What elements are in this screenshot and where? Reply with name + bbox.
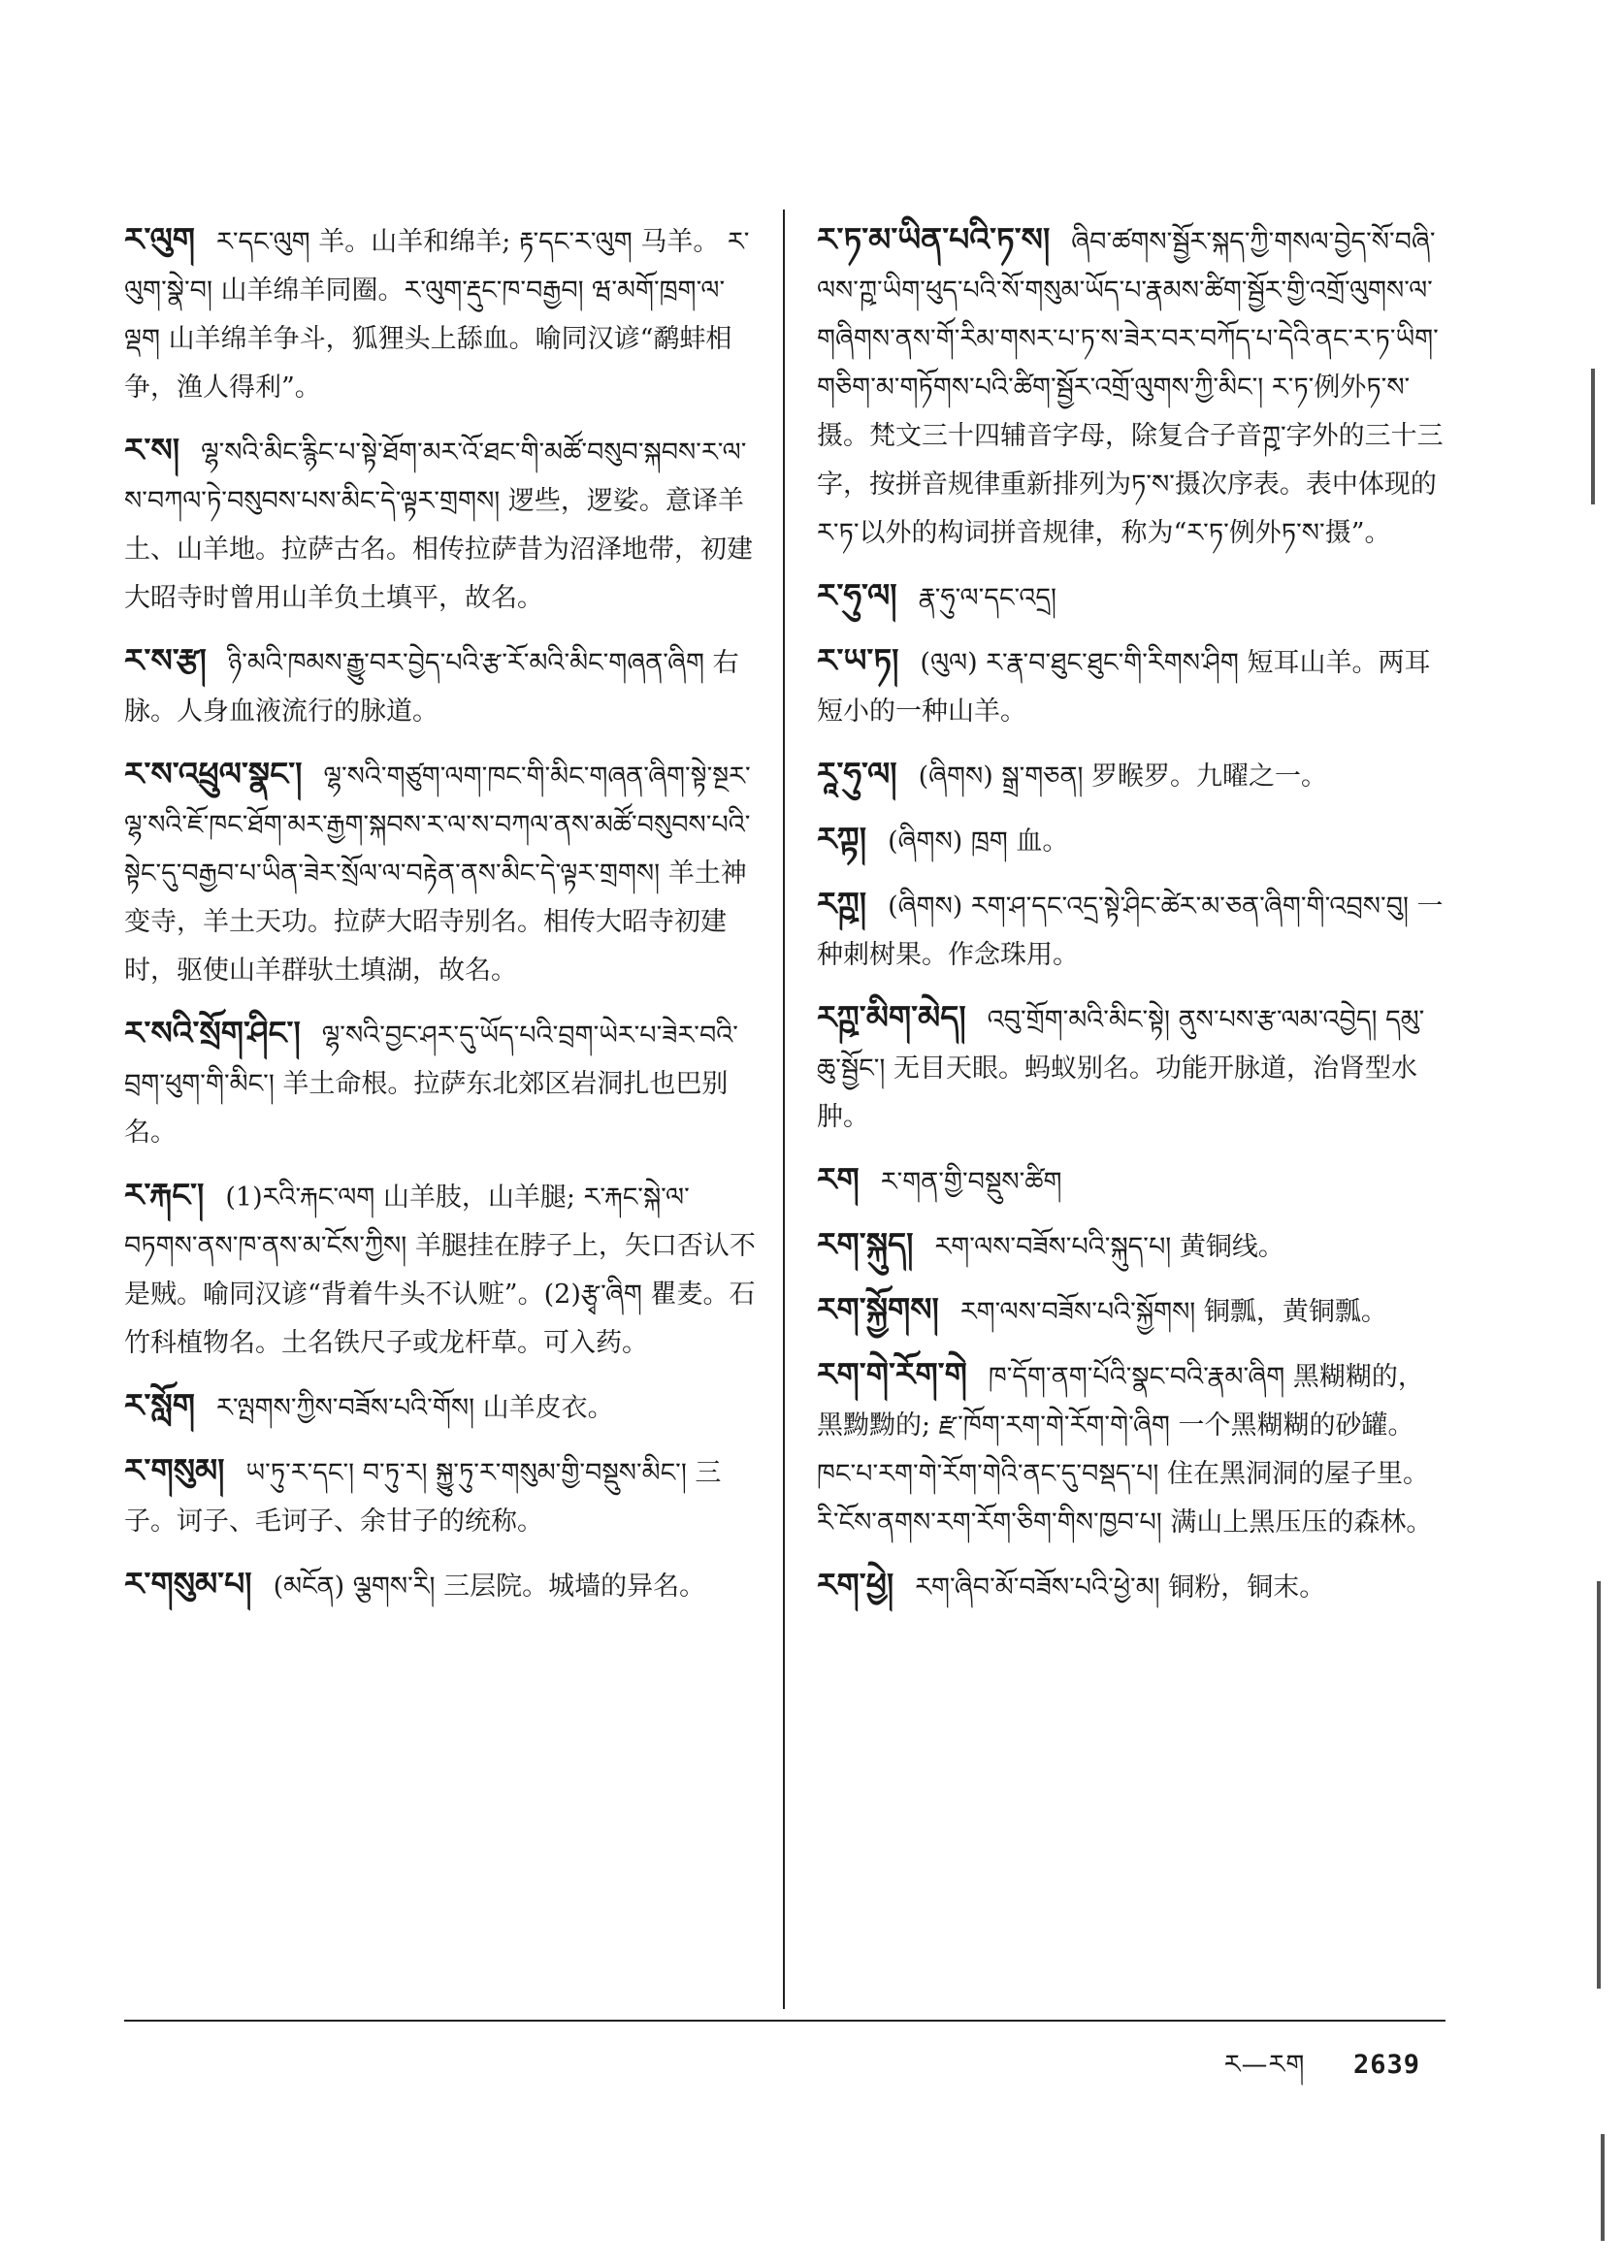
entry-headword: རག [817, 1160, 860, 1198]
entry-headword: རག་ཕྱེ། [817, 1566, 894, 1604]
entry-headword: ར་གསུམ་པ། [124, 1565, 252, 1603]
entry-headword: ར་ཏ་མ་ཡིན་པའི་ཏ་ས། [817, 220, 1051, 258]
scan-mark [1597, 1581, 1601, 1989]
dictionary-entry [817, 1220, 1447, 1272]
entry-definition: ལྷ་སའི་བྱང་ཤར་དུ་ཡོད་པའི་བྲག་ཡེར་པ་ཟེར་བའི་བྲག་ཕུག་གི་མིང་། 羊土命根。拉萨东北郊区岩洞扎也巴别名。 [124, 1021, 738, 1148]
scan-mark [1601, 2134, 1605, 2241]
dictionary-entry [817, 1155, 1447, 1207]
entry-headword: རཱ་ཧུ་ལ། [817, 755, 897, 793]
entry-headword: ར་ས་འཕྲུལ་སྣང་། [124, 755, 303, 793]
dictionary-entry [817, 636, 1447, 736]
entry-definition: རག་ཞིབ་མོ་བཟོས་པའི་ཕྱེ་མ། 铜粉，铜末。 [915, 1572, 1326, 1603]
entry-headword: རཀྵ། [817, 885, 867, 923]
dictionary-entry [817, 815, 1447, 866]
entry-definition: འབུ་གྲོག་མའི་མིང་སྟེ། ནུས་པས་རྩ་ལམ་འབྱེད། དམུ་ཆུ་སྦྱོང་། 无目天眼。蚂蚁别名。功能开脉道，治肾型水肿。 [817, 1005, 1425, 1132]
dictionary-entry [124, 426, 760, 623]
dictionary-entry [124, 1009, 760, 1157]
entry-definition: ཡ་ཏུ་ར་དང་། བ་ཏུ་ར། སྐྱུ་ཏུ་ར་གསུམ་གྱི་བསྡུས་མིང་། 三子。诃子、毛诃子、余甘子的统称。 [124, 1458, 722, 1537]
entry-definition: ར་ལྤགས་ཀྱིས་བཟོས་པའི་གོས། 山羊皮衣。 [216, 1393, 614, 1423]
column-divider [783, 210, 785, 2009]
page-number: 2639 [1352, 2050, 1420, 2080]
entry-headword: ར་ལུག [124, 220, 196, 258]
entry-definition: ར་དང་ལུག 羊。山羊和绵羊; རྟ་དང་ར་ལུག 马羊。 ར་ལུག་སྣེ་བ། 山羊绵羊同圈。ར་ལུག་རྡུང་ཁ་བརྒྱབ། ཝ་མགོ་ཁྲག་ལ་ལྡག 山羊绵羊争斗，狐狸头上舔血。喻同汉谚“鹬蚌相争，渔人得利”。 [124, 227, 750, 403]
scan-mark [1591, 369, 1595, 504]
entry-definition: (ཞིགས) རག་ཤ་དང་འདྲ་སྟེ་ཤིང་ཚེར་མ་ཅན་ཞིག་གི་འབྲས་བུ། 一种刺树果。作念珠用。 [817, 891, 1444, 970]
dictionary-entry [817, 880, 1447, 980]
entry-headword: ར་རྐང་། [124, 1176, 205, 1214]
entry-range: ར—རག [1223, 2050, 1306, 2080]
entry-headword: རག་སྐྱོགས། [817, 1290, 939, 1328]
dictionary-entry [124, 1171, 760, 1368]
entry-definition: ཁ་དོག་ནག་པོའི་སྣང་བའི་རྣམ་ཞིག 黑糊糊的，黑黝黝的; རྫ་ཁོག་རག་གེ་རོག་གེ་ཞིག 一个黑糊糊的砂罐。 ཁང་པ་རག་གེ་རོག་གེའི་ནང་དུ་བསྡད་པ། 住在黑洞洞的屋子里。 རི་ངོས་ནགས་རག་རོག་ཅིག་གིས་ཁྱབ་པ། 满山上黑压压的森林。 [817, 1362, 1433, 1538]
entry-headword: ར་སའི་སྲོག་ཤིང་། [124, 1014, 301, 1052]
dictionary-entry [817, 1350, 1447, 1547]
dictionary-entry [124, 1446, 760, 1546]
dictionary-entry [817, 1561, 1447, 1612]
dictionary-entry [817, 571, 1447, 623]
entry-definition: (1)རའི་རྐང་ལག 山羊肢，山羊腿; ར་རྐང་སྐེ་ལ་བཏགས་ནས་ཁ་ནས་མ་ངོས་ཀྱིས། 羊腿挂在脖子上，矢口否认不是贼。喻同汉谚“背着牛头不认赃”。(2)རྩྭ་ཞིག 瞿麦。石竹科植物名。土名铁尺子或龙杆草。可入药。 [124, 1183, 756, 1358]
dictionary-entry [124, 636, 760, 736]
dictionary-entry [124, 215, 760, 412]
dictionary-entry [817, 750, 1447, 801]
entry-definition: རག་ལས་བཟོས་པའི་སྐུད་པ། 黄铜线。 [934, 1232, 1284, 1262]
entry-headword: རཀྵ་མིག་མེད། [817, 998, 966, 1036]
entry-definition: ཉི་མའི་ཁམས་རྒྱུ་བར་བྱེད་པའི་རྩ་རོ་མའི་མིང་གཞན་ཞིག 右脉。人身血液流行的脉道。 [124, 648, 739, 727]
entry-headword: ར་ཧུ་ལ། [817, 576, 897, 614]
entry-definition: (མངོན) ལྕགས་རི། 三层院。城墙的异名。 [273, 1571, 706, 1602]
entry-headword: རག་གེ་རོག་གེ [817, 1355, 967, 1393]
entry-definition: རག་ལས་བཟོས་པའི་སྐྱོགས། 铜瓢，黄铜瓢。 [959, 1297, 1387, 1327]
entry-headword: ར་ཡ་ཏ། [817, 641, 899, 679]
dictionary-entry [817, 215, 1447, 558]
entry-definition: (ཞིགས) སྒྲ་གཅན། 罗睺罗。九曜之一。 [918, 761, 1328, 792]
dictionary-entry [817, 993, 1447, 1142]
page-footer [1224, 2035, 1420, 2109]
dictionary-entry [124, 750, 760, 995]
dictionary-entry [124, 1560, 760, 1611]
entry-headword: རག་སྐུད། [817, 1225, 914, 1263]
entry-definition: ཞིབ་ཚགས་སྦྱོར་སྐད་ཀྱི་གསལ་བྱེད་སོ་བཞི་ལས་ཀྵ་ཡིག་ཕུད་པའི་སོ་གསུམ་ཡོད་པ་རྣམས་ཚིག་སྦྱོར་གྱི་འགྲོ་ལུགས་ལ་གཞིགས་ནས་གོ་རིམ་གསར་པ་ཏ་ས་ཟེར་བར་བཀོད་པ་དེའི་ནང་ར་ཏ་ཡིག་གཅིག་མ་གཏོགས་པའི་ཚིག་སྦྱོར་འགྲོ་ལུགས་ཀྱི་མིང་། ར་ཏ་例外ཏ་ས་摄。梵文三十四辅音字母，除复合子音ཀྵ་字外的三十三字，按拼音规律重新排列为ཏ་ས་摄次序表。表中体现的ར་ཏ་以外的构词拼音规律，称为“ར་ཏ་例外ཏ་ས་摄”。 [817, 227, 1444, 548]
entry-definition: རྣ་ཧུ་ལ་དང་འདྲ། [918, 583, 1056, 613]
entry-definition: ལྷ་སའི་གཙུག་ལག་ཁང་གི་མིང་གཞན་ཞིག་སྟེ་སྔར་ལྷ་སའི་ཇོ་ཁང་ཐོག་མར་རྒྱག་སྐབས་ར་ལ་ས་བཀལ་ནས་མཚོ་བསུབས་པའི་སྟེང་དུ་བརྒྱབ་པ་ཡིན་ཟེར་སྲོལ་ལ་བརྟེན་ནས་མིང་དེ་ལྟར་གྲགས། 羊土神变寺，羊土天功。拉萨大昭寺别名。相传大昭寺初建时，驱使山羊群驮土填湖，故名。 [124, 761, 751, 986]
right-column [817, 215, 1447, 1626]
dictionary-entry [124, 1381, 760, 1433]
entry-headword: ར་གསུམ། [124, 1451, 225, 1489]
entry-definition: ར་གན་གྱི་བསྡུས་ཚིག [880, 1167, 1062, 1197]
left-column [124, 215, 760, 1625]
entry-headword: ར་ས། [124, 431, 180, 469]
dictionary-entry [817, 1285, 1447, 1337]
footer-rule [124, 2020, 1445, 2022]
entry-definition: ལྷ་སའི་མིང་རྙིང་པ་སྟེ་ཐོག་མར་འོ་ཐང་གི་མཚོ་བསུབ་སྐབས་ར་ལ་ས་བཀལ་ཏེ་བསུབས་པས་མིང་དེ་ལྟར་གྲགས། 逻些，逻娑。意译羊土、山羊地。拉萨古名。相传拉萨昔为沼泽地带，初建大昭寺时曾用山羊负土填平，故名。 [124, 437, 753, 613]
entry-definition: (ལུལ) ར་རྣ་བ་ཐུང་ཐུང་གི་རིགས་ཤིག 短耳山羊。两耳短小的一种山羊。 [817, 648, 1431, 727]
entry-headword: རཀྟ། [817, 820, 867, 858]
entry-headword: ར་ས་རྩ། [124, 641, 207, 679]
entry-definition: (ཞིགས) ཁྲག 血。 [888, 826, 1069, 857]
entry-headword: ར་སློག [124, 1386, 195, 1424]
